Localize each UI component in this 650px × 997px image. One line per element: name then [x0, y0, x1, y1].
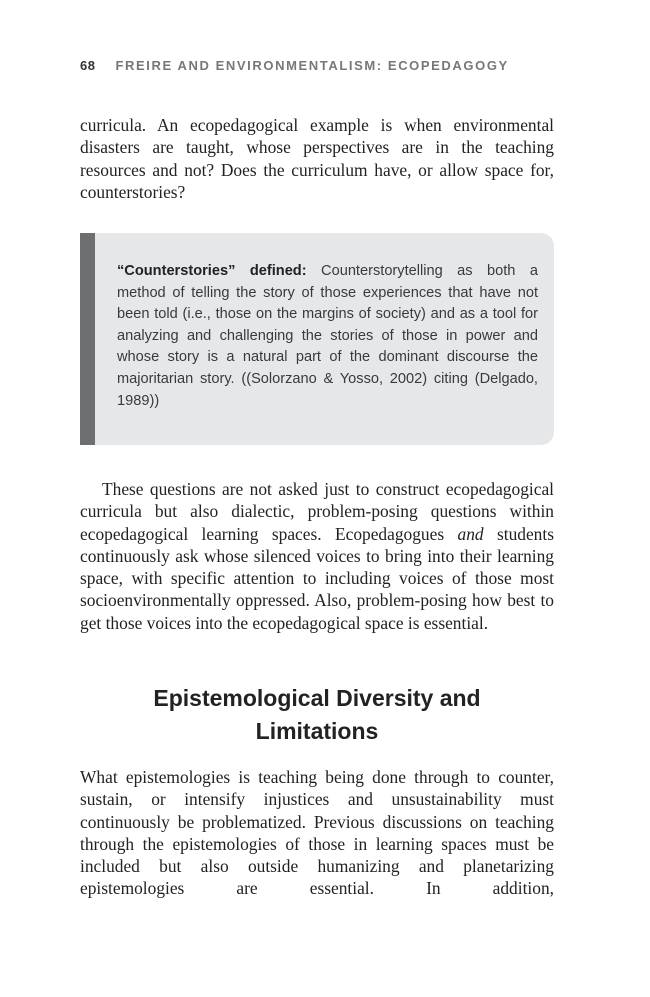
callout-term: “Counterstories” defined:: [117, 263, 307, 279]
paragraph-epistemologies: What epistemologies is teaching being done through to counter, sustain, or intensify injustices and unsustainability must continuously be problematized. Previous discussions on teaching through the epistemologies of those in learning spaces must be included but also outside humanizing and planetarizing epistemologies are essential. In addition,: [80, 767, 554, 899]
paragraph-questions: [80, 478, 554, 634]
emphasis-and: and: [457, 523, 484, 544]
paragraph-questions-part-1: These questions are not asked just to construct ecopedagogical curricula but also dialectic, problem-posing questions within ecopedagogical learning spaces. Ecopedagogues: [80, 479, 554, 544]
callout-definition: Counterstorytelling as both a method of telling the story of those experiences that have not been told (i.e., those on the margins of society) and as a tool for analyzing and challenging the stories of those in power and whose story is a natural part of the dominant discourse the majoritarian story. ((Solorzano & Yosso, 2002) citing (Delgado, 1989)): [117, 263, 538, 409]
callout-text: [117, 261, 538, 412]
definition-callout-box: [80, 233, 554, 445]
section-heading: [80, 682, 554, 748]
running-header: [80, 58, 560, 73]
section-heading-line-2: Limitations: [255, 718, 379, 744]
running-title: FREIRE AND ENVIRONMENTALISM: ECOPEDAGOGY: [115, 58, 509, 73]
section-heading-line-1: Epistemological Diversity and: [153, 685, 481, 711]
page-number: 68: [80, 58, 96, 73]
paragraph-questions-part-2: students continuously ask whose silenced voices to bring into their learning space, with specific attention to including voices of those most socioenvironmentally oppressed. Also, problem-posing how best to get those voices into the ecopedagogical space is essential.: [80, 523, 554, 633]
paragraph-curricula: curricula. An ecopedagogical example is when environmental disasters are taught, whose perspectives are in the teaching resources and not? Does the curriculum have, or allow space for, counterstories?: [80, 115, 554, 202]
